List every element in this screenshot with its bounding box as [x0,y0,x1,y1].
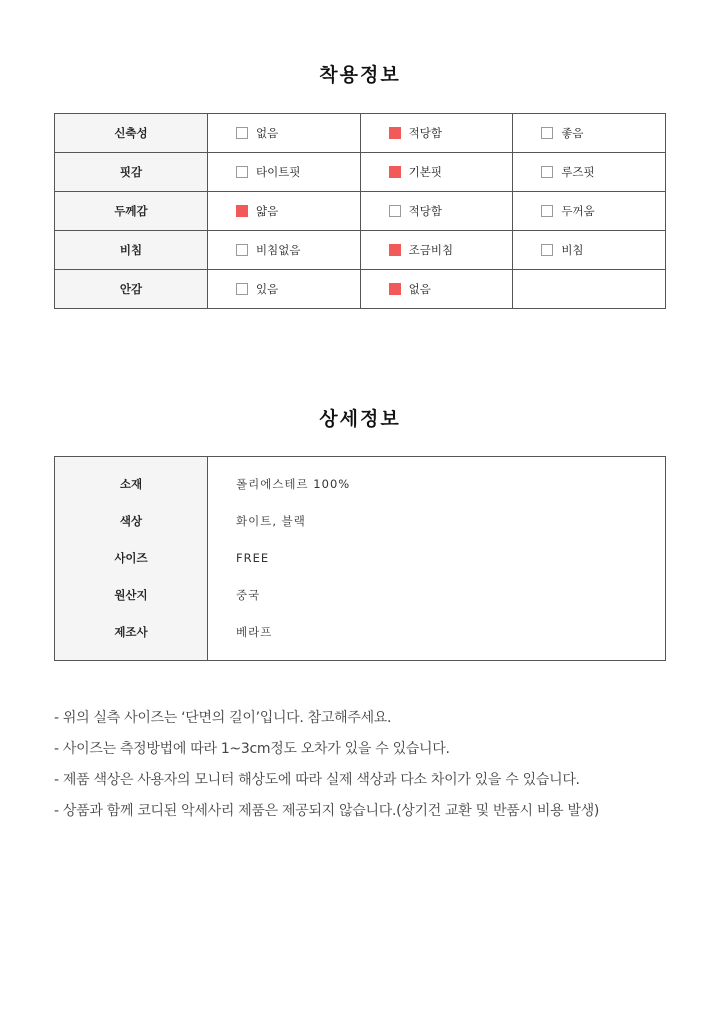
fit-option-empty [513,270,666,309]
checkbox-icon [389,283,401,295]
note-item: - 제품 색상은 사용자의 모니터 해상도에 따라 실제 색상과 다소 차이가 있을 수 있습니다. [54,772,580,788]
fit-option [360,231,513,270]
fit-label: 신축성 [55,114,208,153]
checkbox-icon [236,205,248,217]
note-item: - 위의 실측 사이즈는 ‘단면의 길이’입니다. 참고해주세요. [54,710,392,726]
option-label: 얇음 [256,204,279,218]
checkbox-icon [236,283,248,295]
option-label: 조금비침 [408,243,454,257]
checkbox-icon [389,205,401,217]
detail-label: 색상 [119,514,143,528]
checkbox-icon [236,127,248,139]
option-label: 두꺼움 [561,204,595,218]
detail-info-table [54,456,666,661]
notes-list [54,707,694,831]
fit-option [513,153,666,192]
fit-option [513,231,666,270]
detail-label: 소재 [119,477,143,491]
fit-option [513,114,666,153]
option-label: 있음 [256,282,279,296]
fit-info-table [54,113,666,309]
detail-value-column [208,457,665,660]
fit-option [208,153,361,192]
option-label: 좋음 [561,126,584,140]
fit-option [360,270,513,309]
option-label: 적당함 [408,204,442,218]
table-row [55,153,666,192]
fit-label: 핏감 [55,153,208,192]
checkbox-icon [236,166,248,178]
detail-value: 중국 [236,588,261,602]
fit-option [360,114,513,153]
fit-option [208,270,361,309]
option-label: 없음 [256,126,279,140]
checkbox-icon [389,166,401,178]
detail-value: 베라프 [236,625,273,639]
fit-option [208,114,361,153]
table-row [55,270,666,309]
option-label: 비침 [561,243,584,257]
note-item: - 사이즈는 측정방법에 따라 1~3cm정도 오차가 있을 수 있습니다. [54,741,450,757]
detail-label-column [55,457,208,660]
option-label: 없음 [408,282,431,296]
fit-label: 비침 [55,231,208,270]
option-label: 비침없음 [256,243,301,257]
detail-label: 제조사 [114,625,148,639]
fit-option [360,192,513,231]
detail-value: 폴리에스테르 100% [236,477,351,491]
option-label: 타이트핏 [256,165,301,179]
option-label: 적당함 [408,126,442,140]
table-row [55,192,666,231]
checkbox-icon [541,244,553,256]
checkbox-icon [389,127,401,139]
detail-info-title: 상세정보 [319,408,401,430]
checkbox-icon [389,244,401,256]
fit-info-title: 착용정보 [319,64,401,86]
fit-option [208,231,361,270]
table-row [55,231,666,270]
fit-label: 두께감 [55,192,208,231]
detail-value: 화이트, 블랙 [236,514,306,528]
checkbox-icon [541,127,553,139]
checkbox-icon [236,244,248,256]
detail-label: 사이즈 [114,551,148,565]
detail-value: FREE [236,551,270,565]
fit-option [208,192,361,231]
fit-label: 안감 [55,270,208,309]
fit-option [513,192,666,231]
checkbox-icon [541,166,553,178]
fit-option [360,153,513,192]
detail-label: 원산지 [114,588,148,602]
checkbox-icon [541,205,553,217]
option-label: 기본핏 [408,165,442,179]
option-label: 루즈핏 [561,165,595,179]
table-row [55,114,666,153]
note-item: - 상품과 함께 코디된 악세사리 제품은 제공되지 않습니다.(상기건 교환 및 반품시 비용 발생) [54,803,600,819]
